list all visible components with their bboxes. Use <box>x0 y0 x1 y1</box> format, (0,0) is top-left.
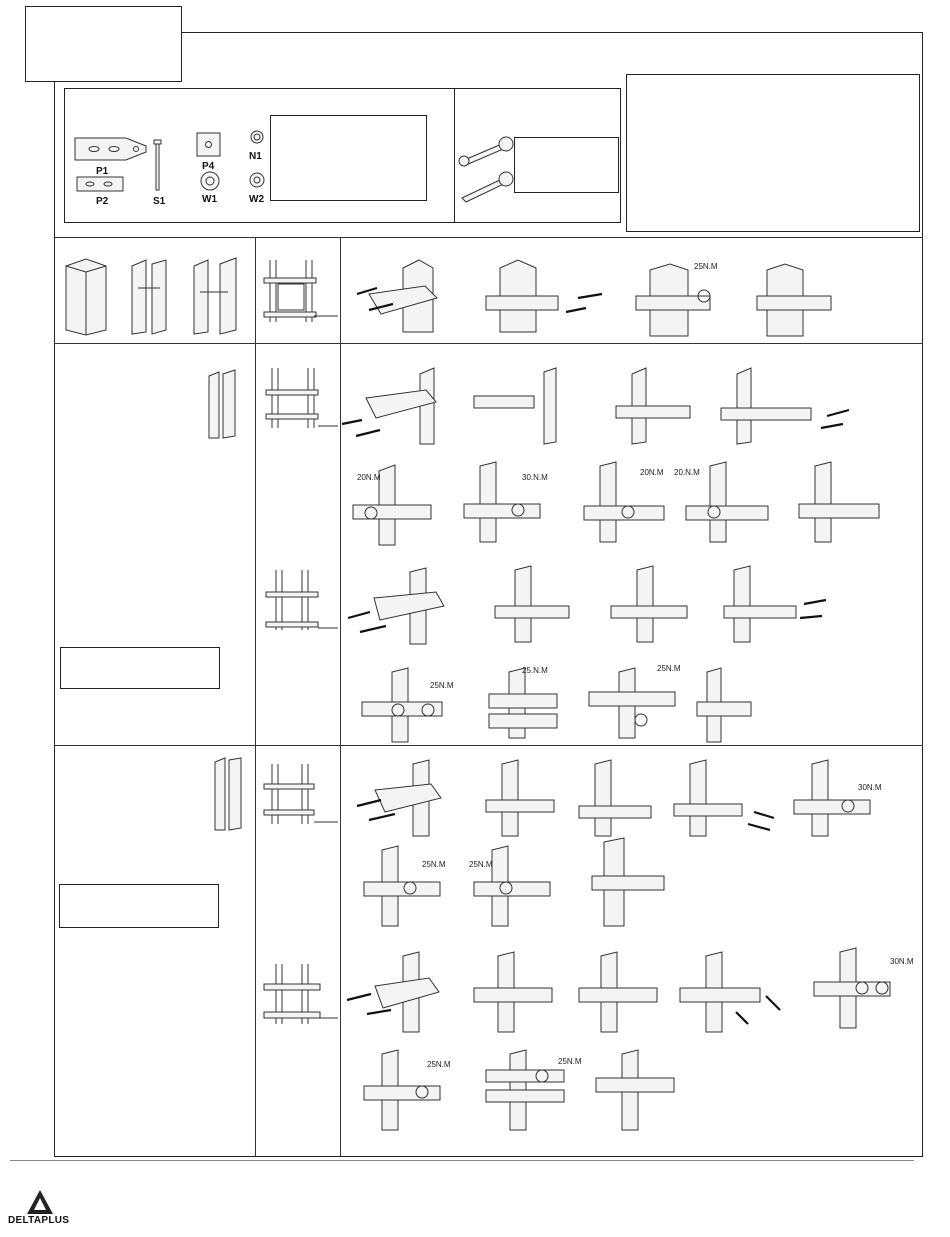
assembly-step-r2-13 <box>720 566 830 646</box>
torque-r2-7: 25N.M <box>657 664 681 673</box>
clamp-diagram-r3b-icon <box>262 964 338 1028</box>
assembly-step-r2-4 <box>715 368 855 448</box>
torque-r2-2: 30.N.M <box>522 473 548 482</box>
assembly-step-r2-12 <box>605 566 695 646</box>
assembly-step-r3-10 <box>470 952 560 1036</box>
assembly-step-r3-6 <box>360 846 450 930</box>
instructions-box <box>626 74 920 232</box>
tools-note-box <box>514 137 619 193</box>
assembly-step-r3-11 <box>575 952 665 1036</box>
clamp-diagram-r3a-icon <box>262 764 338 828</box>
row-line-1 <box>54 237 923 238</box>
torque-r3-1: 30N.M <box>858 783 882 792</box>
washer-w2-icon <box>248 171 266 189</box>
assembly-step-r3-12 <box>676 952 786 1036</box>
assembly-step-r2-16 <box>585 668 685 740</box>
torque-r2-1: 20N.M <box>357 473 381 482</box>
assembly-step-r3-2 <box>480 760 560 840</box>
assembly-step-r1-4 <box>755 262 845 338</box>
assembly-step-r2-15 <box>485 668 565 740</box>
plate-p4-icon <box>196 132 222 158</box>
brand-name: DELTAPLUS <box>8 1215 70 1226</box>
footer-line <box>10 1160 914 1161</box>
torque-wrench-icon <box>458 170 518 202</box>
assembly-step-r2-11 <box>485 566 575 646</box>
torque-r3-3: 25N.M <box>469 860 493 869</box>
clamp-diagram-r2a-icon <box>262 368 338 432</box>
part-label-n1: N1 <box>249 151 262 162</box>
torque-r2-4: 20.N.M <box>674 468 700 477</box>
part-label-s1: S1 <box>153 196 166 207</box>
assembly-step-r2-14 <box>358 668 448 744</box>
h-beam-post-r2-icon <box>205 370 239 440</box>
assembly-step-r3-8 <box>590 838 670 928</box>
assembly-step-r3-13 <box>810 948 900 1032</box>
torque-r3-2: 25N.M <box>422 860 446 869</box>
title-box <box>25 6 182 82</box>
torque-r3-4: 30N.M <box>890 957 914 966</box>
h-beam-post-icon <box>126 258 172 336</box>
wrench-icon <box>458 135 518 165</box>
part-label-p1: P1 <box>96 166 109 177</box>
row-line-3 <box>54 745 923 746</box>
clamp-diagram-icon <box>262 260 338 324</box>
torque-r1-1: 25N.M <box>694 262 718 271</box>
part-label-p2: P2 <box>96 196 109 207</box>
clamp-diagram-r2b-icon <box>262 570 338 634</box>
assembly-step-r2-17 <box>695 668 755 744</box>
i-beam-post-icon <box>190 256 242 336</box>
torque-r3-6: 25N.M <box>558 1057 582 1066</box>
plate-p1-icon <box>74 134 154 164</box>
assembly-step-r3-3 <box>575 760 655 840</box>
assembly-step-r2-2 <box>470 368 560 448</box>
deltaplus-logo-icon <box>27 1190 53 1214</box>
assembly-step-r3-16 <box>590 1050 680 1134</box>
washer-w1-icon <box>199 170 221 192</box>
assembly-step-r2-1 <box>340 368 460 448</box>
assembly-step-r3-1 <box>355 760 455 840</box>
torque-r2-5: 25N.M <box>430 681 454 690</box>
plate-p2-icon <box>76 176 126 194</box>
assembly-step-r3-4 <box>670 760 780 840</box>
assembly-step-r1-1 <box>355 258 455 334</box>
torque-r3-5: 25N.M <box>427 1060 451 1069</box>
part-label-w1: W1 <box>202 194 217 205</box>
col-line-1 <box>255 237 256 1157</box>
torque-r2-3: 20N.M <box>640 468 664 477</box>
assembly-step-r2-3 <box>612 368 692 448</box>
note-box-r2 <box>60 647 220 689</box>
row-line-2 <box>54 343 923 344</box>
part-label-w2: W2 <box>249 194 264 205</box>
assembly-step-r3-5 <box>790 760 880 840</box>
parts-panel-divider <box>454 88 455 223</box>
note-box-r3 <box>59 884 219 928</box>
square-post-icon <box>62 256 110 336</box>
part-label-p4: P4 <box>202 161 215 172</box>
torque-r2-6: 25.N.M <box>522 666 548 675</box>
bolt-s1-icon <box>152 140 164 192</box>
assembly-step-r3-9 <box>345 952 455 1036</box>
parts-note-box <box>270 115 427 201</box>
i-beam-post-r3-icon <box>213 758 243 832</box>
assembly-step-r2-9 <box>795 462 885 546</box>
assembly-step-r2-10 <box>340 568 460 648</box>
nut-n1-icon <box>249 129 265 145</box>
assembly-step-r3-7 <box>470 846 560 930</box>
assembly-step-r1-3 <box>630 262 730 338</box>
assembly-step-r1-2 <box>478 258 608 338</box>
